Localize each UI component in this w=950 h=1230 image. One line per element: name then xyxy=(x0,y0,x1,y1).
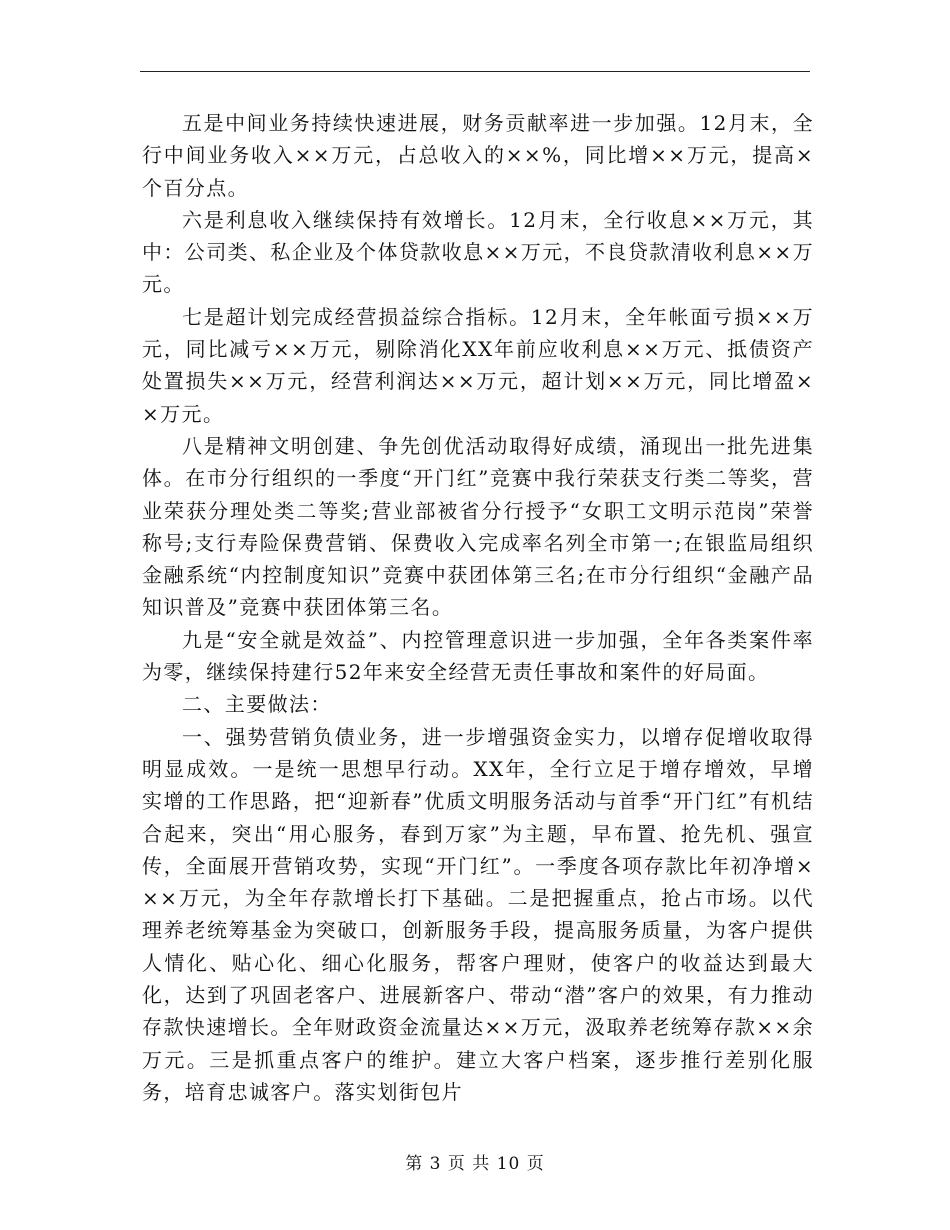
footer-page-word: 页 xyxy=(447,1154,466,1174)
paragraph-9-safety: 九是“安全就是效益”、内控管理意识进一步加强，全年各类案件率为零，继续保持建行52年来安全经营无责任事故和案件的好局面。 xyxy=(142,627,814,685)
document-body xyxy=(142,107,814,1108)
paragraph-6-interest-income: 六是利息收入继续保持有效增长。12月末，全行收息××万元，其中：公司类、私企业及个体贷款收息××万元，不良贷款清收利息××万元。 xyxy=(142,207,814,297)
paragraph-8-civilization-awards: 八是精神文明创建、争先创优活动取得好成绩，涌现出一批先进集体。在市分行组织的一季度“开门红”竞赛中我行荣获支行类二等奖，营业荣获分理处类二等奖;营业部被省分行授予“女职工文明示范岗”荣誉称号;支行寿险保费营销、保费收入完成率名列全市第一;在银监局组织金融系统“内控制度知识”竞赛中获团体第三名;在市分行组织“金融产品知识普及”竞赛中获团体第三名。 xyxy=(142,433,814,620)
footer-prefix: 第 xyxy=(405,1154,424,1174)
header-rule xyxy=(140,71,810,72)
footer-total-pages: 10 xyxy=(496,1154,521,1174)
paragraph-liability-marketing: 一、强势营销负债业务，进一步增强资金实力，以增存促增收取得明显成效。一是统一思想早行动。XX年，全行立足于增存增效，早增实增的工作思路，把“迎新春”优质文明服务活动与首季“开门红”有机结合起来，突出“用心服务，春到万家”为主题，早布置、抢先机、强宣传，全面展开营销攻势，实现“开门红”。一季度各项存款比年初净增×××万元，为全年存款增长打下基础。二是把握重点，抢占市场。以代理养老统筹基金为突破口，创新服务手段，提高服务质量，为客户提供人情化、贴心化、细心化服务，帮客户理财，使客户的收益达到最大化，达到了巩固老客户、进展新客户、带动“潜”客户的效果，有力推动存款快速增长。全年财政资金流量达××万元，汲取养老统筹存款××余万元。三是抓重点客户的维护。建立大客户档案，逐步推行差别化服务，培育忠诚客户。落实划街包片 xyxy=(142,724,814,1104)
footer-current-page: 3 xyxy=(429,1154,442,1174)
section-heading-main-practices: 二、主要做法： xyxy=(182,692,332,717)
page-footer xyxy=(0,1154,950,1174)
paragraph-7-profit-indicators: 七是超计划完成经营损益综合指标。12月末，全年帐面亏损××万元，同比减亏××万元，剔除消化XX年前应收利息××万元、抵债资产处置损失××万元，经营利润达××万元，超计划××万元，同比增盈××万元。 xyxy=(142,304,814,426)
paragraph-5-intermediate-business: 五是中间业务持续快速进展，财务贡献率进一步加强。12月末，全行中间业务收入××万元，占总收入的××%，同比增××万元，提高×个百分点。 xyxy=(142,111,814,200)
footer-suffix: 页 xyxy=(526,1154,545,1174)
footer-total-word: 共 xyxy=(472,1154,491,1174)
